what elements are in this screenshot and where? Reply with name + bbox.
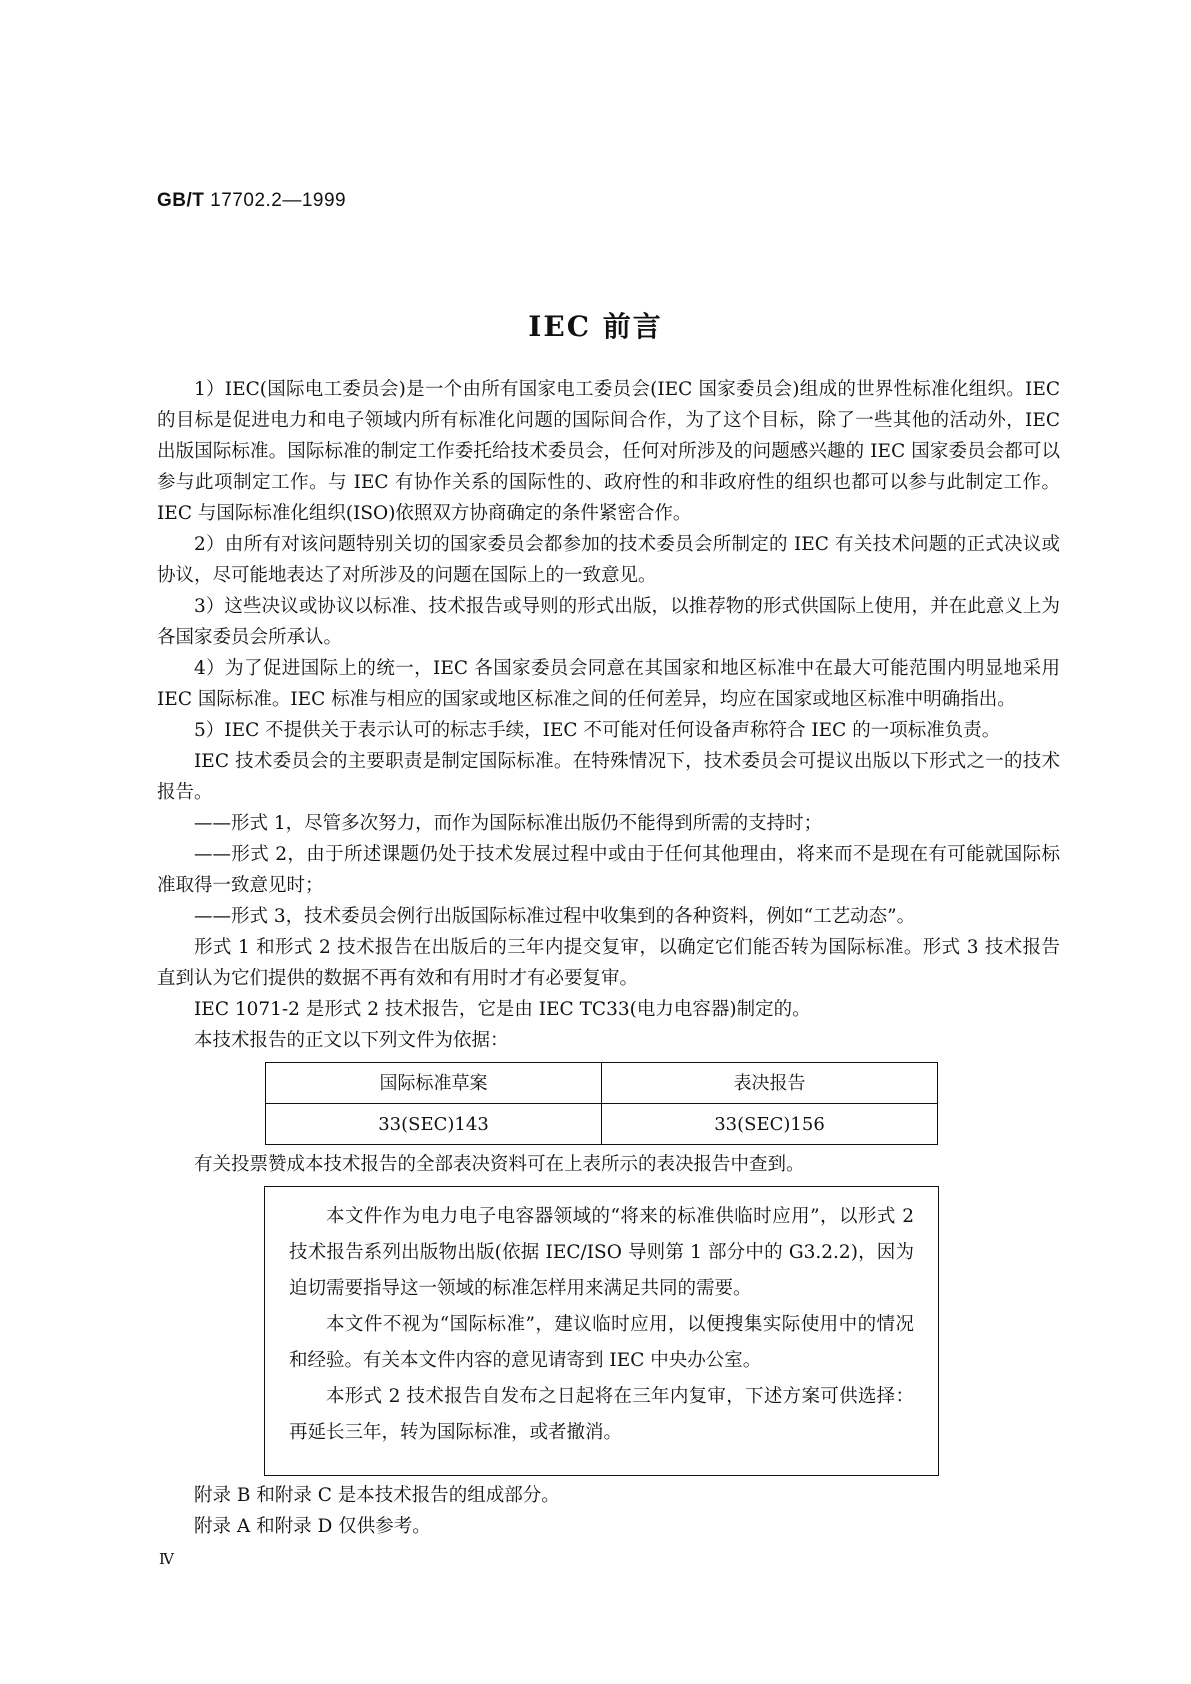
paragraph-4: 4）为了促进国际上的统一，IEC 各国家委员会同意在其国家和地区标准中在最大可能范围内明显地采用 IEC 国际标准。IEC 标准与相应的国家或地区标准之间的任何差异，均应在国家或地区标准中明确指出。: [157, 658, 1060, 710]
paragraph-form-2: ——形式 2，由于所述课题仍处于技术发展过程中或由于任何其他理由，将来而不是现在有可能就国际标准取得一致意见时；: [157, 844, 1060, 896]
paragraph-form-3: ——形式 3，技术委员会例行出版国际标准过程中收集到的各种资料，例如“工艺动态”。: [194, 906, 916, 927]
paragraph-iec-1071: IEC 1071-2 是形式 2 技术报告，它是由 IEC TC33(电力电容器)制定的。: [194, 999, 811, 1020]
table-header-row: [266, 1063, 938, 1104]
notice-paragraph-3: 本形式 2 技术报告自发布之日起将在三年内复审，下述方案可供选择：再延长三年，转为国际标准，或者撤消。: [289, 1386, 914, 1443]
standard-code-number: 17702.2—1999: [210, 190, 347, 211]
paragraph-5: 5）IEC 不提供关于表示认可的标志手续，IEC 不可能对任何设备声称符合 IEC 的一项标准负责。: [194, 720, 1001, 741]
paragraph-2: 2）由所有对该问题特别关切的国家委员会都参加的技术委员会所制定的 IEC 有关技术问题的正式决议或协议，尽可能地表达了对所涉及的问题在国际上的一致意见。: [157, 534, 1060, 586]
table-cell-report: 33(SEC)156: [602, 1104, 938, 1145]
standard-code-prefix: GB/T: [157, 190, 205, 211]
document-body: [157, 374, 1060, 1542]
page-number: Ⅳ: [159, 1550, 174, 1568]
paragraph-1: 1）IEC(国际电工委员会)是一个由所有国家电工委员会(IEC 国家委员会)组成的世界性标准化组织。IEC 的目标是促进电力和电子领域内所有标准化问题的国际间合作，为了这个目标，除了一些其他的活动外，IEC 出版国际标准。国际标准的制定工作委托给技术委员会，任何对所涉及的问题感兴趣的 IEC 国家委员会都可以参与此项制定工作。与 IEC 有协作关系的国际性的、政府性的和非政府性的组织也都可以参与此制定工作。IEC 与国际标准化组织(ISO)依照双方协商确定的条件紧密合作。: [157, 379, 1060, 524]
notice-paragraph-1: 本文件作为电力电子电容器领域的“将来的标准供临时应用”，以形式 2 技术报告系列出版物出版(依据 IEC/ISO 导则第 1 部分中的 G3.2.2)，因为迫切需要指导这一领域的标准怎样用来满足共同的需要。: [289, 1206, 914, 1299]
paragraph-basis: 本技术报告的正文以下列文件为依据：: [194, 1030, 509, 1051]
voting-table: [265, 1062, 938, 1145]
notice-box: [264, 1186, 939, 1476]
table-row: [266, 1104, 938, 1145]
table-cell-draft: 33(SEC)143: [266, 1104, 602, 1145]
table-header-draft: 国际标准草案: [266, 1063, 602, 1104]
notice-paragraph-2: 本文件不视为“国际标准”，建议临时应用，以便搜集实际使用中的情况和经验。有关本文件内容的意见请寄到 IEC 中央办公室。: [289, 1314, 914, 1371]
paragraph-review: 形式 1 和形式 2 技术报告在出版后的三年内提交复审，以确定它们能否转为国际标准。形式 3 技术报告直到认为它们提供的数据不再有效和有用时才有必要复审。: [157, 937, 1060, 989]
annex-note-1: 附录 B 和附录 C 是本技术报告的组成部分。: [194, 1485, 560, 1506]
paragraph-3: 3）这些决议或协议以标准、技术报告或导则的形式出版，以推荐物的形式供国际上使用，并在此意义上为各国家委员会所承认。: [157, 596, 1060, 648]
paragraph-form-1: ——形式 1，尽管多次努力，而作为国际标准出版仍不能得到所需的支持时；: [194, 813, 823, 834]
paragraph-after-table: 有关投票赞成本技术报告的全部表决资料可在上表所示的表决报告中查到。: [194, 1154, 805, 1175]
standard-code: [157, 190, 346, 212]
table-header-report: 表决报告: [602, 1063, 938, 1104]
paragraph-tc-duties: IEC 技术委员会的主要职责是制定国际标准。在特殊情况下，技术委员会可提议出版以下形式之一的技术报告。: [157, 751, 1060, 803]
page-title: IEC 前言: [528, 310, 663, 343]
annex-note-2: 附录 A 和附录 D 仅供参考。: [194, 1516, 431, 1537]
